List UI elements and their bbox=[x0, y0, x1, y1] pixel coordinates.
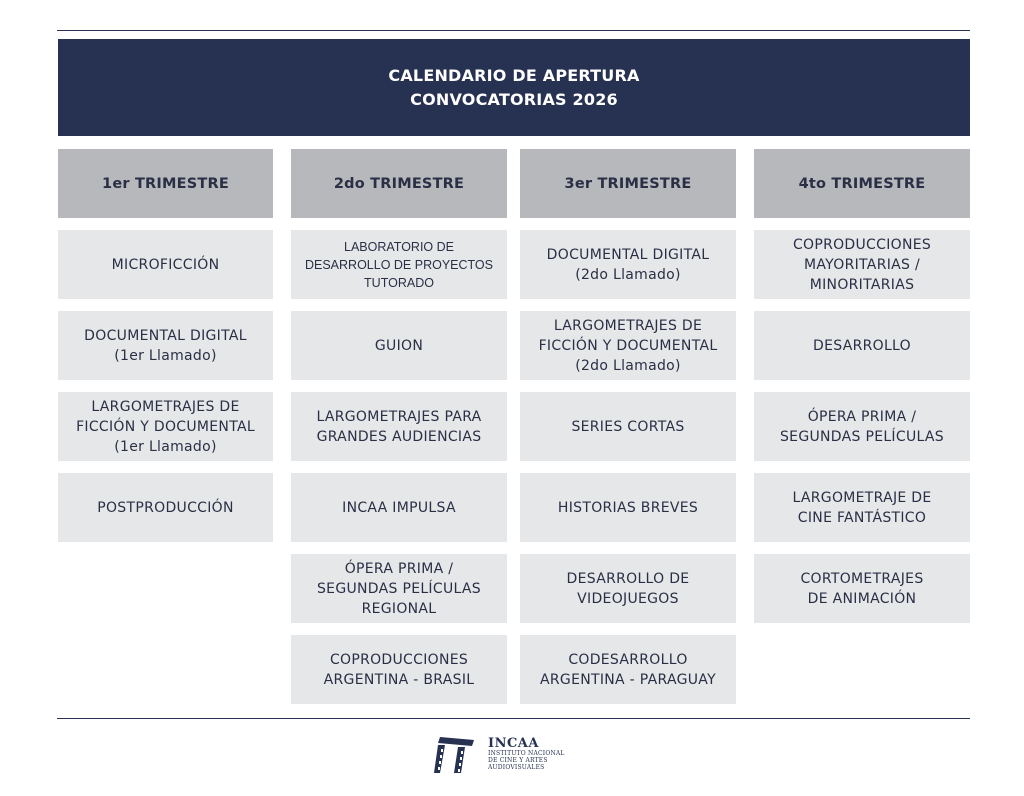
film-strip-icon bbox=[434, 733, 480, 775]
call-item-text bbox=[97, 498, 234, 518]
call-item-line: FICCIÓN Y DOCUMENTAL bbox=[76, 418, 255, 435]
call-item bbox=[754, 473, 970, 542]
column-header: 4to TRIMESTRE bbox=[754, 149, 970, 218]
call-item bbox=[520, 311, 736, 380]
call-item bbox=[58, 230, 273, 299]
call-item-line: TUTORADO bbox=[364, 275, 434, 290]
call-item-text bbox=[539, 316, 718, 376]
page-title-line-1: CALENDARIO DE APERTURA bbox=[388, 65, 640, 85]
column-cells bbox=[754, 230, 970, 623]
call-item-line: SEGUNDAS PELÍCULAS bbox=[780, 428, 944, 445]
call-item-line: POSTPRODUCCIÓN bbox=[97, 499, 234, 516]
logo-subtitle-line: AUDIOVISUALES bbox=[488, 764, 545, 771]
call-item-line: LARGOMETRAJE DE bbox=[792, 489, 932, 506]
call-item bbox=[520, 392, 736, 461]
call-item-text bbox=[558, 498, 698, 518]
call-item-text bbox=[547, 245, 710, 285]
column-cells bbox=[58, 230, 273, 542]
call-item-line: LARGOMETRAJES DE bbox=[553, 317, 703, 334]
call-item-line: DOCUMENTAL DIGITAL bbox=[84, 327, 247, 344]
call-item bbox=[291, 392, 507, 461]
call-item bbox=[754, 311, 970, 380]
logo-name: INCAA bbox=[488, 736, 539, 751]
call-item-line: ÓPERA PRIMA / bbox=[807, 408, 917, 425]
page-title-line-2: CONVOCATORIAS 2026 bbox=[410, 89, 618, 109]
logo-subtitle-line: DE CINE Y ARTES bbox=[488, 757, 548, 764]
logo-text bbox=[488, 737, 565, 771]
call-item bbox=[520, 473, 736, 542]
call-item-text bbox=[316, 407, 481, 447]
call-item-text bbox=[567, 569, 690, 609]
call-item bbox=[58, 473, 273, 542]
call-item-text bbox=[793, 235, 931, 295]
call-item bbox=[58, 392, 273, 461]
call-item-line: MINORITARIAS bbox=[809, 276, 915, 293]
quarter-column-4 bbox=[754, 149, 970, 635]
call-item-text bbox=[305, 238, 493, 292]
call-item-line: (1er Llamado) bbox=[114, 438, 217, 455]
call-item-line: DOCUMENTAL DIGITAL bbox=[546, 246, 710, 263]
call-item-line: COPRODUCCIONES bbox=[329, 651, 469, 668]
quarter-column-1 bbox=[58, 149, 273, 554]
incaa-logo bbox=[434, 733, 565, 775]
call-item-line: LABORATORIO DE bbox=[344, 239, 454, 254]
call-item-line: FICCIÓN Y DOCUMENTAL bbox=[538, 337, 718, 354]
column-header: 3er TRIMESTRE bbox=[520, 149, 736, 218]
call-item-line: LARGOMETRAJES DE bbox=[91, 398, 240, 415]
call-item-text bbox=[540, 650, 716, 690]
call-item-text bbox=[571, 417, 684, 437]
logo-subtitle-line: INSTITUTO NACIONAL bbox=[488, 750, 565, 757]
call-item-line: (1er Llamado) bbox=[114, 347, 217, 364]
title-banner bbox=[58, 39, 970, 136]
call-item-line: CORTOMETRAJES bbox=[800, 570, 924, 587]
call-item bbox=[754, 392, 970, 461]
call-item-line: MICROFICCIÓN bbox=[111, 256, 220, 273]
call-item bbox=[291, 473, 507, 542]
call-item-line: DESARROLLO bbox=[813, 337, 911, 354]
call-item-text bbox=[800, 569, 923, 609]
call-item-line: GUION bbox=[374, 337, 424, 354]
call-item-text bbox=[112, 255, 220, 275]
call-item-text bbox=[76, 397, 255, 457]
call-item-line: (2do Llamado) bbox=[575, 357, 681, 374]
call-item bbox=[58, 311, 273, 380]
call-item-line: CODESARROLLO bbox=[568, 651, 688, 668]
call-item-line: (2do Llamado) bbox=[575, 266, 681, 283]
call-item-line: MAYORITARIAS / bbox=[804, 256, 920, 273]
call-item-text bbox=[317, 559, 481, 619]
call-item-text bbox=[813, 336, 911, 356]
call-item-line: GRANDES AUDIENCIAS bbox=[316, 428, 482, 445]
call-item-text bbox=[84, 326, 247, 366]
call-item bbox=[754, 230, 970, 299]
column-header: 1er TRIMESTRE bbox=[58, 149, 273, 218]
call-item-line: DE ANIMACIÓN bbox=[807, 590, 917, 607]
call-item-line: SERIES CORTAS bbox=[571, 418, 685, 435]
call-item-line: HISTORIAS BREVES bbox=[557, 499, 699, 516]
call-item bbox=[291, 230, 507, 299]
column-cells bbox=[291, 230, 507, 704]
bottom-divider bbox=[57, 718, 970, 719]
call-item-line: INCAA IMPULSA bbox=[342, 499, 456, 516]
call-item-line: ÓPERA PRIMA / bbox=[344, 560, 454, 577]
call-item bbox=[520, 554, 736, 623]
call-item-text bbox=[342, 498, 456, 518]
call-item-line: LARGOMETRAJES PARA bbox=[316, 408, 482, 425]
call-item bbox=[520, 230, 736, 299]
call-item bbox=[520, 635, 736, 704]
call-item-text bbox=[375, 336, 423, 356]
column-header: 2do TRIMESTRE bbox=[291, 149, 507, 218]
call-item-line: DESARROLLO DE bbox=[566, 570, 690, 587]
call-item bbox=[291, 311, 507, 380]
call-item-line: SEGUNDAS PELÍCULAS bbox=[317, 580, 481, 597]
quarter-column-3 bbox=[520, 149, 736, 716]
call-item-line: REGIONAL bbox=[361, 600, 437, 617]
call-item bbox=[291, 554, 507, 623]
top-divider bbox=[57, 30, 970, 31]
call-item-text bbox=[792, 488, 931, 528]
column-cells bbox=[520, 230, 736, 704]
call-item bbox=[754, 554, 970, 623]
call-item-line: ARGENTINA - PARAGUAY bbox=[540, 671, 716, 688]
call-item-line: DESARROLLO DE PROYECTOS bbox=[304, 257, 493, 272]
call-item bbox=[291, 635, 507, 704]
call-item-line: CINE FANTÁSTICO bbox=[797, 509, 927, 526]
call-item-text bbox=[780, 407, 944, 447]
call-item-line: ARGENTINA - BRASIL bbox=[323, 671, 475, 688]
call-item-text bbox=[324, 650, 475, 690]
call-item-line: COPRODUCCIONES bbox=[792, 236, 932, 253]
call-item-line: VIDEOJUEGOS bbox=[577, 590, 679, 607]
quarter-column-2 bbox=[291, 149, 507, 716]
